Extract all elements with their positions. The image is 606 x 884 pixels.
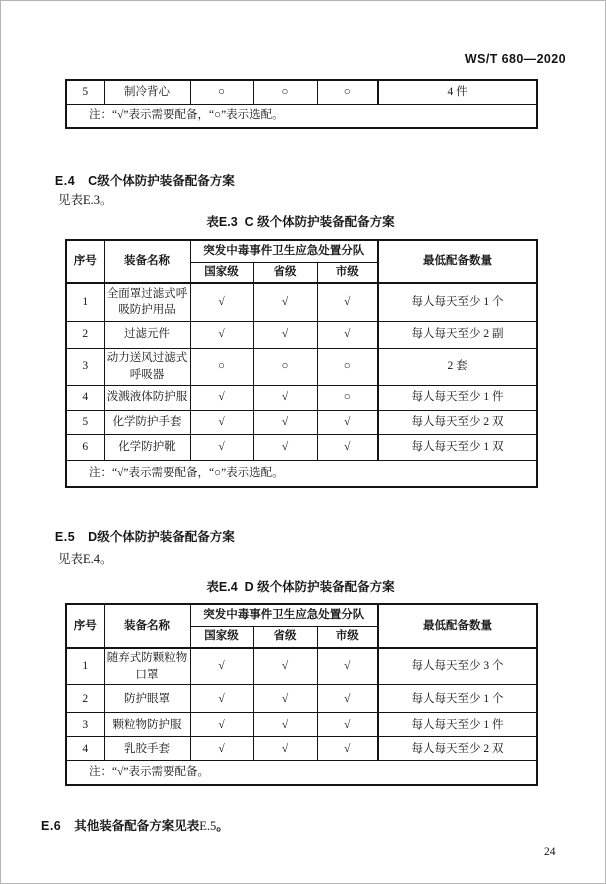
cell-min-qty: 每人每天至少 1 件 [378,385,537,410]
cell-municipal: √ [317,685,378,713]
cell-national: √ [190,713,253,737]
table-row [66,348,537,385]
table-row [66,321,537,348]
cell-min-qty: 每人每天至少 1 个 [378,685,537,713]
cell-provincial: √ [253,685,317,713]
header-min-qty: 最低配备数量 [378,604,537,648]
cell-name: 泼溅液体防护服 [104,385,190,410]
cell-name: 乳胶手套 [104,737,190,761]
section-title: C级个体防护装备配备方案 [88,174,235,188]
table-row [66,713,537,737]
cell-min-qty: 每人每天至少 2 双 [378,737,537,761]
header-team-group: 突发中毒事件卫生应急处置分队 [190,240,378,262]
table-row [66,410,537,434]
table-row [66,283,537,321]
cell-provincial: √ [253,713,317,737]
cell-min-qty: 每人每天至少 1 双 [378,434,537,460]
header-national: 国家级 [190,262,253,283]
section-number: E.6 [41,819,62,833]
cell-min-qty: 每人每天至少 2 双 [378,410,537,434]
cell-min-qty: 4 件 [378,80,537,104]
header-min-qty: 最低配备数量 [378,240,537,283]
section-e5-intro: 见表E.4。 [58,552,113,566]
cell-municipal: ○ [317,385,378,410]
cell-municipal: √ [317,283,378,321]
header-provincial: 省级 [253,262,317,283]
cell-seq: 1 [66,283,104,321]
cell-municipal: ○ [317,80,378,104]
table-row [66,648,537,685]
cell-national: √ [190,283,253,321]
page-number: 24 [544,846,556,858]
table-e4 [65,603,538,786]
cell-name: 全面罩过滤式呼吸防护用品 [104,283,190,321]
cell-seq: 4 [66,385,104,410]
section-e4-intro: 见表E.3。 [58,193,113,207]
table-note-row [66,460,537,487]
cell-seq: 1 [66,648,104,685]
cell-municipal: √ [317,410,378,434]
table-header-row [66,604,537,626]
cell-provincial: ○ [253,80,317,104]
cell-provincial: √ [253,648,317,685]
cell-provincial: √ [253,737,317,761]
table-e3 [65,239,538,488]
table-row [66,737,537,761]
table-row [66,80,537,104]
table-reference: E.5 [199,819,217,833]
cell-name: 动力送风过滤式呼吸器 [104,348,190,385]
cell-name: 过滤元件 [104,321,190,348]
table-row [66,685,537,713]
cell-municipal: √ [317,648,378,685]
cell-national: √ [190,410,253,434]
section-title: D级个体防护装备配备方案 [88,530,235,544]
table-e4-caption: 表E.4 D 级个体防护装备配备方案 [206,580,395,594]
cell-provincial: √ [253,283,317,321]
cell-seq: 2 [66,321,104,348]
cell-provincial: √ [253,434,317,460]
table-e3-caption: 表E.3 C 级个体防护装备配备方案 [206,215,395,229]
cell-min-qty: 每人每天至少 2 副 [378,321,537,348]
cell-name: 制冷背心 [104,80,190,104]
table-note-row [66,761,537,785]
header-team-group: 突发中毒事件卫生应急处置分队 [190,604,378,626]
cell-seq: 6 [66,434,104,460]
header-national: 国家级 [190,626,253,648]
table-note-row [66,104,537,128]
header-provincial: 省级 [253,626,317,648]
cell-seq: 5 [66,410,104,434]
cell-min-qty: 每人每天至少 1 个 [378,283,537,321]
cell-name: 化学防护靴 [104,434,190,460]
cell-seq: 4 [66,737,104,761]
cell-min-qty: 每人每天至少 3 个 [378,648,537,685]
cell-municipal: √ [317,713,378,737]
section-number: E.4 [54,174,76,188]
cell-national: √ [190,685,253,713]
table-row [66,434,537,460]
cell-national: √ [190,385,253,410]
table-note: 注：“√”表示需要配备，“○”表示选配。 [66,460,537,487]
cell-provincial: ○ [253,348,317,385]
cell-provincial: √ [253,321,317,348]
section-text: 其他装备配备方案见表 [74,819,200,833]
cell-name: 颗粒物防护服 [104,713,190,737]
cell-seq: 3 [66,348,104,385]
cell-provincial: √ [253,385,317,410]
cell-national: √ [190,434,253,460]
header-municipal: 市级 [317,626,378,648]
header-name: 装备名称 [104,604,190,648]
header-seq: 序号 [66,240,104,283]
cell-national: ○ [190,80,253,104]
continued-equipment-table [65,79,538,129]
section-text-end: 。 [216,819,229,833]
cell-name: 化学防护手套 [104,410,190,434]
cell-municipal: √ [317,321,378,348]
cell-national: √ [190,648,253,685]
standard-code: WS/T 680—2020 [464,52,566,66]
cell-seq: 3 [66,713,104,737]
header-municipal: 市级 [317,262,378,283]
cell-municipal: √ [317,434,378,460]
section-number: E.5 [54,530,76,544]
cell-name: 随弃式防颗粒物口罩 [104,648,190,685]
table-note: 注：“√”表示需要配备，“○”表示选配。 [66,104,537,128]
table-header-row [66,240,537,262]
cell-min-qty: 每人每天至少 1 件 [378,713,537,737]
cell-national: √ [190,321,253,348]
header-name: 装备名称 [104,240,190,283]
cell-national: √ [190,737,253,761]
section-e6-text [41,816,229,834]
cell-national: ○ [190,348,253,385]
cell-seq: 2 [66,685,104,713]
header-seq: 序号 [66,604,104,648]
cell-seq: 5 [66,80,104,104]
cell-min-qty: 2 套 [378,348,537,385]
cell-municipal: √ [317,737,378,761]
table-note: 注：“√”表示需要配备。 [66,761,537,785]
cell-name: 防护眼罩 [104,685,190,713]
table-row [66,385,537,410]
cell-municipal: ○ [317,348,378,385]
cell-provincial: √ [253,410,317,434]
